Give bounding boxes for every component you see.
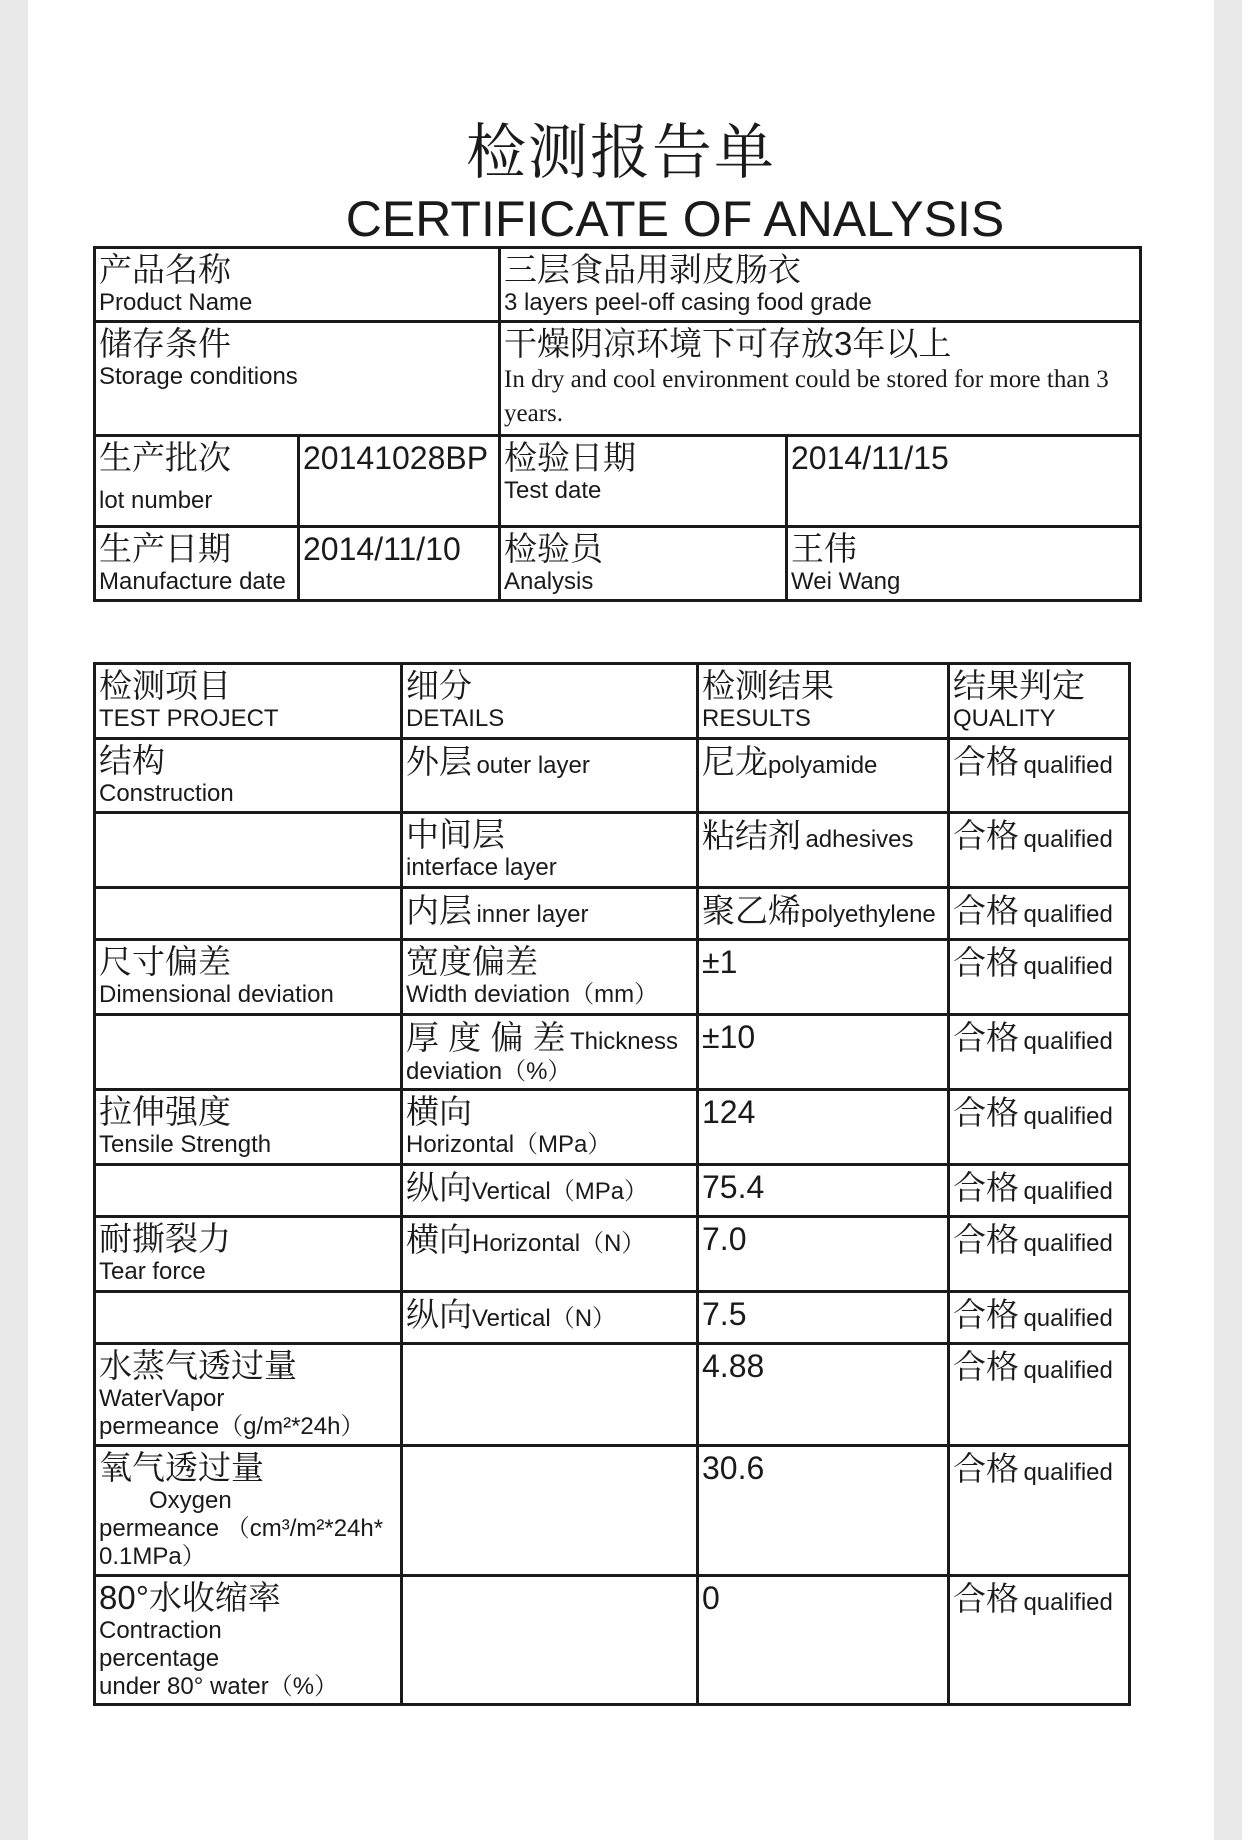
project-en: Tear force [99,1258,206,1285]
label-en: Manufacture date [99,568,286,595]
project-cn: 拉伸强度 [99,1093,231,1130]
project-cell [95,940,402,1015]
label-cn: 检验员 [504,530,603,567]
manufacture-date-label [95,527,299,601]
quality-cell [949,1165,1130,1217]
details-en: Width deviation（mm） [406,981,659,1008]
label-en: Test date [504,477,602,504]
result-value: 30.6 [702,1450,765,1486]
quality-cell [949,1217,1130,1292]
result-en: polyamide [768,752,878,779]
quality-cn: 合格 [953,743,1019,780]
quality-cn: 合格 [953,1019,1019,1056]
details-cell [402,1015,698,1090]
test-results-table [93,662,1131,1706]
value-cn: 三层食品用剥皮肠衣 [504,251,801,288]
project-en-line3: 0.1MPa） [99,1543,206,1570]
quality-cn: 合格 [953,817,1019,854]
page-title-cn: 检测报告单 [466,119,776,186]
table-row [95,1344,1130,1446]
header-details [402,664,698,739]
quality-cell [949,1576,1130,1705]
table-row [95,1446,1130,1576]
header-test-project [95,664,402,739]
project-en: WaterVapor [99,1385,225,1412]
storage-value [500,322,1141,436]
quality-cn: 合格 [953,892,1019,929]
details-cell [402,888,698,940]
quality-en: qualified [1023,1178,1113,1205]
header-cn: 检测项目 [99,667,231,704]
table-row [95,527,1141,601]
storage-label [95,322,500,436]
results-cell [698,1090,949,1165]
test-date-value [787,436,1141,527]
details-en: outer layer [476,752,590,779]
details-cell [402,1090,698,1165]
quality-cell [949,1090,1130,1165]
page-title-en: CERTIFICATE OF ANALYSIS [345,191,1005,247]
table-row [95,1090,1130,1165]
result-value: 4.88 [702,1348,765,1384]
table-row [95,436,1141,527]
quality-cn: 合格 [953,1580,1019,1617]
results-cell [698,1015,949,1090]
header-results [698,664,949,739]
details-cn: 内层 [406,892,472,929]
details-en: Vertical（N） [472,1305,617,1332]
project-cell [95,1446,402,1576]
project-en-line2: permeance（g/m²*24h） [99,1413,365,1440]
details-en: inner layer [476,901,589,928]
label-en: lot number [99,487,213,514]
results-cell [698,1344,949,1446]
details-cell [402,739,698,813]
table-row [95,888,1130,940]
quality-cn: 合格 [953,1296,1019,1333]
details-cn: 厚 度 偏 差 [406,1019,566,1056]
project-cell [95,739,402,813]
project-en: Tensile Strength [99,1131,272,1158]
result-en: adhesives [805,826,914,853]
project-en-line2: permeance （cm³/m²*24h* [99,1515,384,1542]
product-name-label [95,248,500,322]
details-en: Thickness [569,1028,679,1055]
analyst-label [500,527,787,601]
quality-cell [949,1446,1130,1576]
results-cell [698,1446,949,1576]
label-cn: 储存条件 [99,325,231,362]
table-row [95,813,1130,888]
label-en: Product Name [99,289,253,316]
details-cell [402,1576,698,1705]
details-cell [402,1292,698,1344]
project-cn: 尺寸偏差 [99,943,231,980]
analyst-value [787,527,1141,601]
results-cell [698,813,949,888]
quality-en: qualified [1023,752,1113,779]
details-cell [402,1217,698,1292]
header-en: TEST PROJECT [99,705,279,732]
details-en-line2: deviation（%） [406,1058,572,1085]
header-cn: 细分 [406,667,472,704]
lot-label [95,436,299,527]
project-cn: 氧气透过量 [99,1449,264,1486]
project-cn: 水蒸气透过量 [99,1347,297,1384]
quality-cn: 合格 [953,1221,1019,1258]
value-en: Wei Wang [791,568,901,595]
label-cn: 产品名称 [99,251,231,288]
header-cn: 结果判定 [953,667,1085,704]
result-value: ±10 [702,1019,756,1055]
quality-cell [949,1015,1130,1090]
project-cell [95,1090,402,1165]
quality-en: qualified [1023,1230,1113,1257]
project-cell [95,1217,402,1292]
quality-en: qualified [1023,1589,1113,1616]
result-cn: 粘结剂 [702,817,801,854]
header-en: DETAILS [406,705,505,732]
results-cell [698,739,949,813]
quality-en: qualified [1023,1028,1113,1055]
quality-en: qualified [1023,901,1113,928]
details-cell [402,940,698,1015]
value: 2014/11/15 [791,440,949,476]
project-cell [95,813,402,888]
quality-cell [949,739,1130,813]
details-en: Horizontal（MPa） [406,1131,612,1158]
quality-en: qualified [1023,1103,1113,1130]
quality-en: qualified [1023,1459,1113,1486]
details-en: Vertical（MPa） [472,1178,649,1205]
result-cn: 聚乙烯 [702,892,801,929]
quality-cn: 合格 [953,1094,1019,1131]
details-cn: 横向 [406,1221,472,1258]
value: 20141028BP [303,440,489,476]
table-row [95,1217,1130,1292]
quality-cn: 合格 [953,1169,1019,1206]
result-value: 7.0 [702,1221,747,1257]
details-cn: 纵向 [406,1296,472,1333]
project-cell [95,1015,402,1090]
results-cell [698,940,949,1015]
manufacture-date-value [299,527,500,601]
results-cell [698,1576,949,1705]
table-row [95,739,1130,813]
quality-en: qualified [1023,1357,1113,1384]
project-cell [95,1292,402,1344]
quality-en: qualified [1023,1305,1113,1332]
details-cell [402,1344,698,1446]
table-row [95,1292,1130,1344]
label-cn: 生产日期 [99,530,231,567]
result-value: 75.4 [702,1169,765,1205]
label-cn: 生产批次 [99,439,231,476]
quality-cn: 合格 [953,1450,1019,1487]
project-cn: 结构 [99,742,165,779]
quality-cell [949,813,1130,888]
value: 2014/11/10 [303,531,461,567]
project-en: Oxygen [149,1487,232,1514]
table-header-row [95,664,1130,739]
result-value: 0 [702,1580,720,1616]
quality-cell [949,1344,1130,1446]
label-en: Analysis [504,568,594,595]
project-cn: 耐撕裂力 [99,1220,231,1257]
product-info-table [93,246,1142,602]
value-en: In dry and cool environment could be stored for more than 3 years. [504,366,1109,427]
table-row [95,940,1130,1015]
result-cn: 尼龙 [702,743,768,780]
result-en: polyethylene [801,901,936,928]
quality-cn: 合格 [953,944,1019,981]
table-row [95,1576,1130,1705]
project-cell [95,1165,402,1217]
quality-en: qualified [1023,826,1113,853]
details-en: Horizontal（N） [472,1230,646,1257]
value-cn: 干燥阴凉环境下可存放3年以上 [504,325,952,362]
quality-cell [949,888,1130,940]
lot-value [299,436,500,527]
details-cell [402,1446,698,1576]
header-cn: 检测结果 [702,667,834,704]
quality-en: qualified [1023,953,1113,980]
project-en: Contraction percentage [99,1617,222,1672]
result-value: 7.5 [702,1296,747,1332]
project-en: Dimensional deviation [99,981,334,1008]
details-cn: 宽度偏差 [406,943,538,980]
quality-cell [949,1292,1130,1344]
details-cn: 纵向 [406,1169,472,1206]
header-en: RESULTS [702,705,811,732]
header-en: QUALITY [953,705,1056,732]
project-cell [95,1344,402,1446]
project-en: Construction [99,780,234,807]
result-value: 124 [702,1094,756,1130]
quality-cn: 合格 [953,1348,1019,1385]
project-cell [95,1576,402,1705]
table-row [95,1015,1130,1090]
details-en: interface layer [406,854,557,881]
quality-cell [949,940,1130,1015]
header-quality [949,664,1130,739]
result-value: ±1 [702,944,738,980]
results-cell [698,1217,949,1292]
results-cell [698,1165,949,1217]
project-cell [95,888,402,940]
details-cell [402,1165,698,1217]
results-cell [698,1292,949,1344]
details-cn: 中间层 [406,816,505,853]
project-en-line2: under 80° water（%） [99,1673,339,1700]
table-row [95,322,1141,436]
details-cn: 横向 [406,1093,472,1130]
label-en: Storage conditions [99,363,298,390]
table-row [95,248,1141,322]
results-cell [698,888,949,940]
label-cn: 检验日期 [504,439,636,476]
details-cell [402,813,698,888]
value-cn: 王伟 [791,530,857,567]
details-cn: 外层 [406,743,472,780]
table-row [95,1165,1130,1217]
project-cn: 80°水收缩率 [99,1579,281,1616]
test-date-label [500,436,787,527]
product-name-value [500,248,1141,322]
value-en: 3 layers peel-off casing food grade [504,289,872,316]
